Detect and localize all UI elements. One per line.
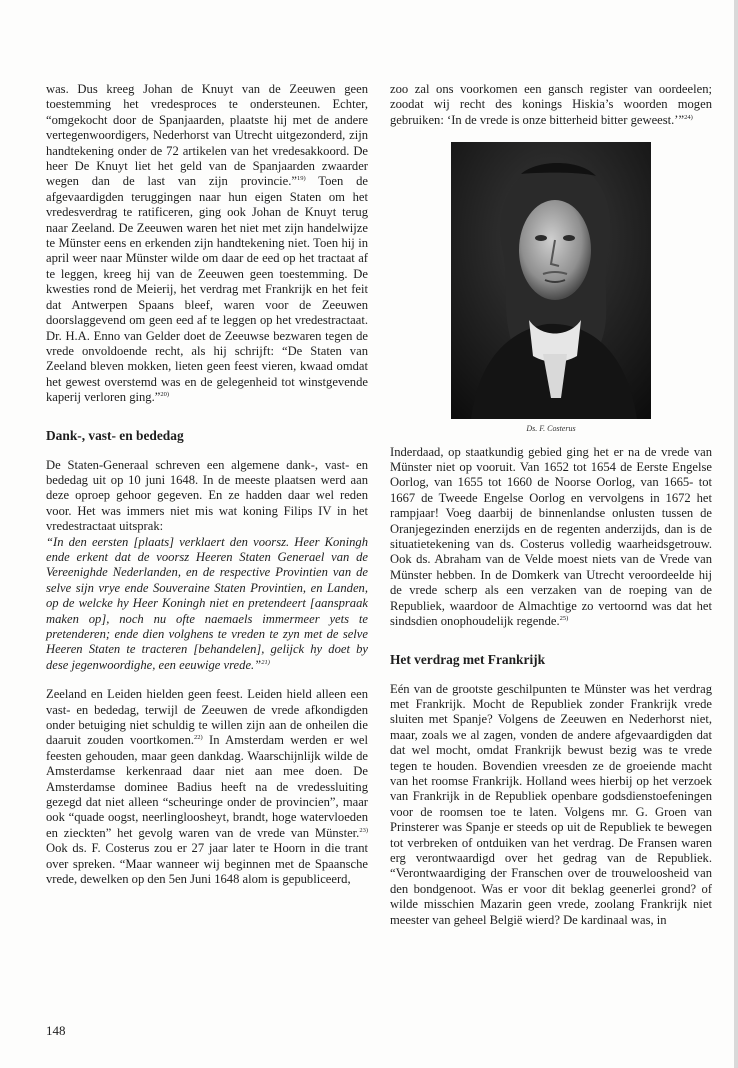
right-column — [390, 82, 712, 928]
footnote-ref: 22) — [194, 734, 203, 742]
footnote-ref: 23) — [359, 826, 368, 834]
footnote-ref: 19) — [296, 175, 306, 183]
paragraph: zoo zal ons voorkomen een gansch register van oordeelen; zoodat wij recht des konings Hiskia’s woorden mogen gebruiken: ‘In de vrede is onze bitterheid bitter geweest.’”$^{24)}$ — [390, 82, 712, 127]
paragraph: was. Dus kreeg Johan de Knuyt van de Zeeuwen geen toestemming het vredesproces te ondersteunen. Echter, “omgekocht door de Spanjaarden, plaatste hij met de andere vertegenwoordigers, Nederhorst van Utrecht uitgezonderd, zijn handtekening onder de 72 artikelen van het vredesakkoord. De heer De Knuyt liet het geld van de Spanjaarden zwaarder wegen dan de last van zijn provincie.”$^{19)}$ Toen de afgevaardigden teruggingen naar hun eigen Staten om het vredesverdrag te ratificeren, ging ook Johan de Knuyt terug naar Zeeland. De Zeeuwen waren het niet met zijn handelwijze te Münster eens en erkenden zijn handtekening niet. Toen hij in april weer naar Münster wilde om daar de eed op het tractaat af te leggen, kreeg hij van de Zeeuwen geen toestemming. De kwesties rond de Meierij, het verdrag met Frankrijk en het feit dat Antwerpen Spaans bleef, waren voor de Zeeuwen doorslaggevend om geen eed af te leggen op het vredestractaat. Dr. H.A. Enno van Gelder doet de Zeeuwse bezwaren tegen de vrede onvoldoende recht, als hij schrijft: “De Staten van Zeeland bleven mokken, lieten geen feest vieren, kwaad omdat het gewest overstemd was en de gelegenheid tot winstgevende kaperij verloren ging.”$^{20)}$ — [46, 82, 368, 405]
footnote-ref: 25) — [559, 615, 569, 623]
section-heading: Het verdrag met Frankrijk — [390, 651, 546, 667]
paragraph: Eén van de grootste geschilpunten te Münster was het verdrag met Frankrijk. Mocht de Republiek zonder Frankrijk vrede sluiten met Spanje? Volgens de Zeeuwen en Nederhorst niet, maar, zoals we al zagen, vonden de andere afgevaardigden dat dat wel mocht, omdat Frankrijk bewust bezig was te vrede tegen te houden. Bovendien vreesden ze de groeiende macht van het roomse Frankrijk. Holland wees hierbij op het verzoek van Frankrijk in de Republiek openbare godsdienstoefeningen voor de roomsen toe te laten. Volgens mr. G. Groen van Prinsterer was Spanje er steeds op uit de Republiek te bewegen tot verbreken of ontduiken van het verdrag. De Fransen waren erg verontwaardigd over het gedrag van de Republiek. “Verontwaardiging der Franschen over de trouweloosheid van den bondgenoot. Was er voor dit beklag geenerlei grond? of wilde misschien Mazarin geen vrede, zoolang Frankrijk niet meester van geheel België wierd? De kardinaal was, in — [390, 681, 712, 927]
section-heading: Dank-, vast- en bededag — [46, 427, 184, 443]
paragraph: Zeeland en Leiden hielden geen feest. Leiden hield alleen een vast- en bededag, terwijl de Zeeuwen de vrede afkondigden onder betuiging niet schuldig te willen zijn aan de onheilen die daaruit zouden voortkomen.$^{22)}$ In Amsterdam werden er wel feesten gehouden, maar geen dankdag. Waarschijnlijk wilde de Amsterdamse kerkenraad daar niet aan mee doen. De Amsterdamse dominee Badius heeft na de vredessluiting gezegd dat niet alleen “scheuringe onder de provincien”, maar ook “quade oogst, neerlingloosheyt, brandt, hoge watervloeden en zieckten” het gevolg waren van de vrede van Münster.$^{23)}$ Ook ds. F. Costerus zou er 27 jaar later te Hoorn in die trant over spreken. “Maar wanneer wij beginnen met de Spaansche vrede, dewelken op den 5en Juni 1648 alom is gepubliceerd, — [46, 687, 368, 887]
portrait-image — [451, 142, 651, 419]
footnote-ref: 21) — [261, 658, 270, 666]
left-column — [46, 82, 368, 888]
page-number: 148 — [46, 1023, 66, 1038]
page-edge-shadow — [734, 0, 738, 1068]
footnote-ref: 20) — [160, 391, 170, 399]
portrait-caption: Ds. F. Costerus — [526, 424, 576, 434]
portrait-costerus — [451, 142, 651, 419]
paragraph: De Staten-Generaal schreven een algemene dank-, vast- en bededag uit op 10 juni 1648. In de meeste plaatsen werd aan deze oproep gehoor gegeven. En ze hadden daar wel reden voor. Het was immers niet mis wat koning Filips IV in het vredestractaat uitsprak: — [46, 457, 368, 534]
footnote-ref: 24) — [684, 113, 693, 121]
paragraph: Inderdaad, op staatkundig gebied ging het er na de vrede van Münster niet op vooruit. Van 1652 tot 1654 de Eerste Engelse Oorlog, van 1655 tot 1660 de Noorse Oorlog, van 1665- tot 1667 de Tweede Engelse Oorlog en vervolgens in 1672 het rampjaar! Voeg daarbij de binnenlandse onlusten tussen de Oranjegezinden enerzijds en de regenten anderzijds, dan is de situatietekening van ds. Costerus volledig waarheidsgetrouw. Ook ds. Abraham van de Velde moest niets van de Vrede van Münster hebben. In de Domkerk van Utrecht veroordeelde hij de vrede scherp als een verzaken van de roeping van de Republiek, waardoor de Almachtige zo vertoornd was dat het sindsdien onophoudelijk regende.$^{25)}$ — [390, 444, 712, 629]
block-quote: “In den eersten [plaats] verklaert den voorsz. Heer Koningh ende erkent dat de voorsz Heeren Staten Generael van de Vereenighde Nederlanden, en de respective Provintien van de selve sijn vrye ende Souveraine Staten Provintien, en Landen, op de welcke hy Heer Koningh niet en pretendeert [aanspraak maken op], noch nu ofte naemaels immermeer yets te pretenderen; ende dien volghens te vreden te zyn met de selve Heeren Staten te tracteren [behandelen], gelijck hy doet by dese jegenwoordighe, een eeuwige vrede.”$^{21)}$ — [46, 534, 368, 672]
